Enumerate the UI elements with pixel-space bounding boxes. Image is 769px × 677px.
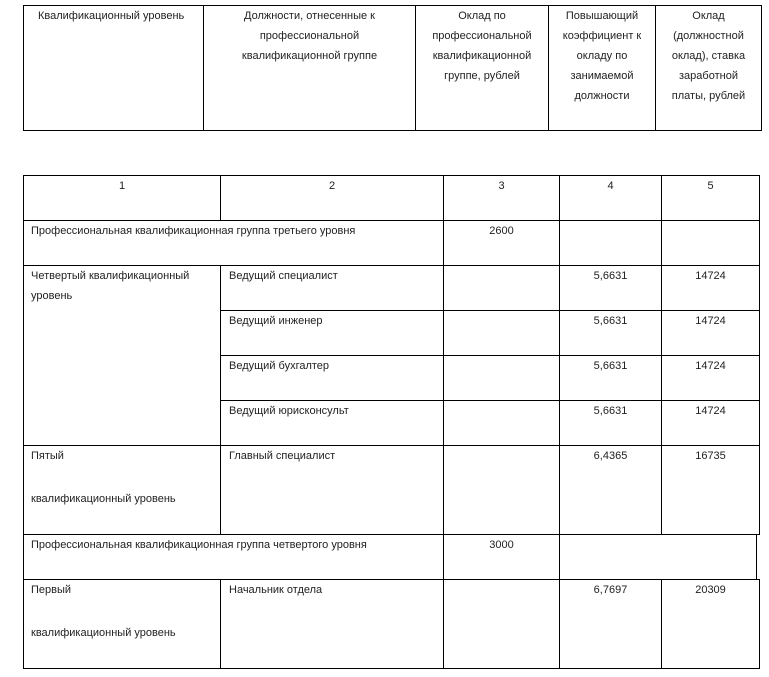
- header-salary-line-4: заработной: [679, 70, 738, 82]
- header-positions-line-2: профессиональной: [259, 30, 360, 42]
- coefficient-value: 6,7697: [593, 584, 628, 596]
- position-name: Ведущий специалист: [229, 270, 338, 282]
- salary-value: 20309: [695, 584, 726, 596]
- salary-value: 16735: [695, 450, 726, 462]
- salary-value: 14724: [695, 315, 726, 327]
- salary-value: 14724: [695, 405, 726, 417]
- table-row-cell: [443, 265, 560, 311]
- table-row-cell: [443, 355, 560, 401]
- position-name: Главный специалист: [229, 450, 336, 462]
- salary-value: 14724: [695, 270, 726, 282]
- level1-label-line-1: Первый: [31, 584, 72, 596]
- coefficient-value: 6,4365: [593, 450, 628, 462]
- group4-coef-cell: [559, 534, 757, 580]
- coefficient-value: 5,6631: [593, 270, 628, 282]
- header-salary-line-5: платы, рублей: [671, 90, 746, 102]
- col-number-1: 1: [118, 180, 126, 192]
- header-coefficient-line-1: Повышающий: [565, 10, 639, 22]
- header-positions-line-3: квалификационной группе: [241, 50, 378, 62]
- header-coefficient-line-5: должности: [574, 90, 630, 102]
- level1-label-line-2: квалификационный уровень: [31, 627, 176, 639]
- col-number-4: 4: [607, 180, 614, 192]
- level5-salary-cell: [443, 445, 560, 535]
- group4-salary: 3000: [489, 539, 514, 551]
- header-salary-line-2: (должностной: [673, 30, 744, 42]
- group3-coef-cell: [559, 220, 662, 266]
- header-level-text: Квалификационный уровень: [38, 10, 185, 22]
- col-number-5: 5: [707, 180, 714, 192]
- header-coefficient-line-3: окладу по: [576, 50, 628, 62]
- header-positions-line-1: Должности, отнесенные к: [244, 10, 375, 22]
- table-row-cell: [443, 310, 560, 356]
- header-salary-line-1: Оклад: [692, 10, 725, 22]
- header-base-salary-line-4: группе, рублей: [444, 70, 520, 82]
- position-name: Начальник отдела: [229, 584, 323, 596]
- header-coefficient-line-2: коэффициент к: [562, 30, 642, 42]
- group3-salary: 2600: [489, 225, 514, 237]
- position-name: Ведущий инженер: [229, 315, 323, 327]
- position-name: Ведущий бухгалтер: [229, 360, 330, 372]
- col-number-2: 2: [328, 180, 336, 192]
- coefficient-value: 5,6631: [593, 360, 628, 372]
- group3-pay-cell: [661, 220, 760, 266]
- coefficient-value: 5,6631: [593, 405, 628, 417]
- header-base-salary-line-2: профессиональной: [432, 30, 532, 42]
- header-base-salary-line-1: Оклад по: [458, 10, 506, 22]
- header-salary-line-3: оклад), ставка: [671, 50, 746, 62]
- salary-value: 14724: [695, 360, 726, 372]
- group3-title: Профессиональная квалификационная группа третьего уровня: [31, 225, 356, 237]
- table-row-cell: [443, 400, 560, 446]
- level1-salary-cell: [443, 579, 560, 669]
- level4-label-line-1: Четвертый квалификационный: [31, 270, 190, 282]
- group4-title: Профессиональная квалификационная группа четвертого уровня: [31, 539, 367, 551]
- position-name: Ведущий юрисконсульт: [229, 405, 349, 417]
- col-number-3: 3: [498, 180, 505, 192]
- level5-label-line-2: квалификационный уровень: [31, 493, 176, 505]
- header-base-salary-line-3: квалификационной: [432, 50, 532, 62]
- level4-label-line-2: уровень: [31, 290, 73, 302]
- header-coefficient-line-4: занимаемой: [570, 70, 634, 82]
- coefficient-value: 5,6631: [593, 315, 628, 327]
- level5-label-line-1: Пятый: [31, 450, 64, 462]
